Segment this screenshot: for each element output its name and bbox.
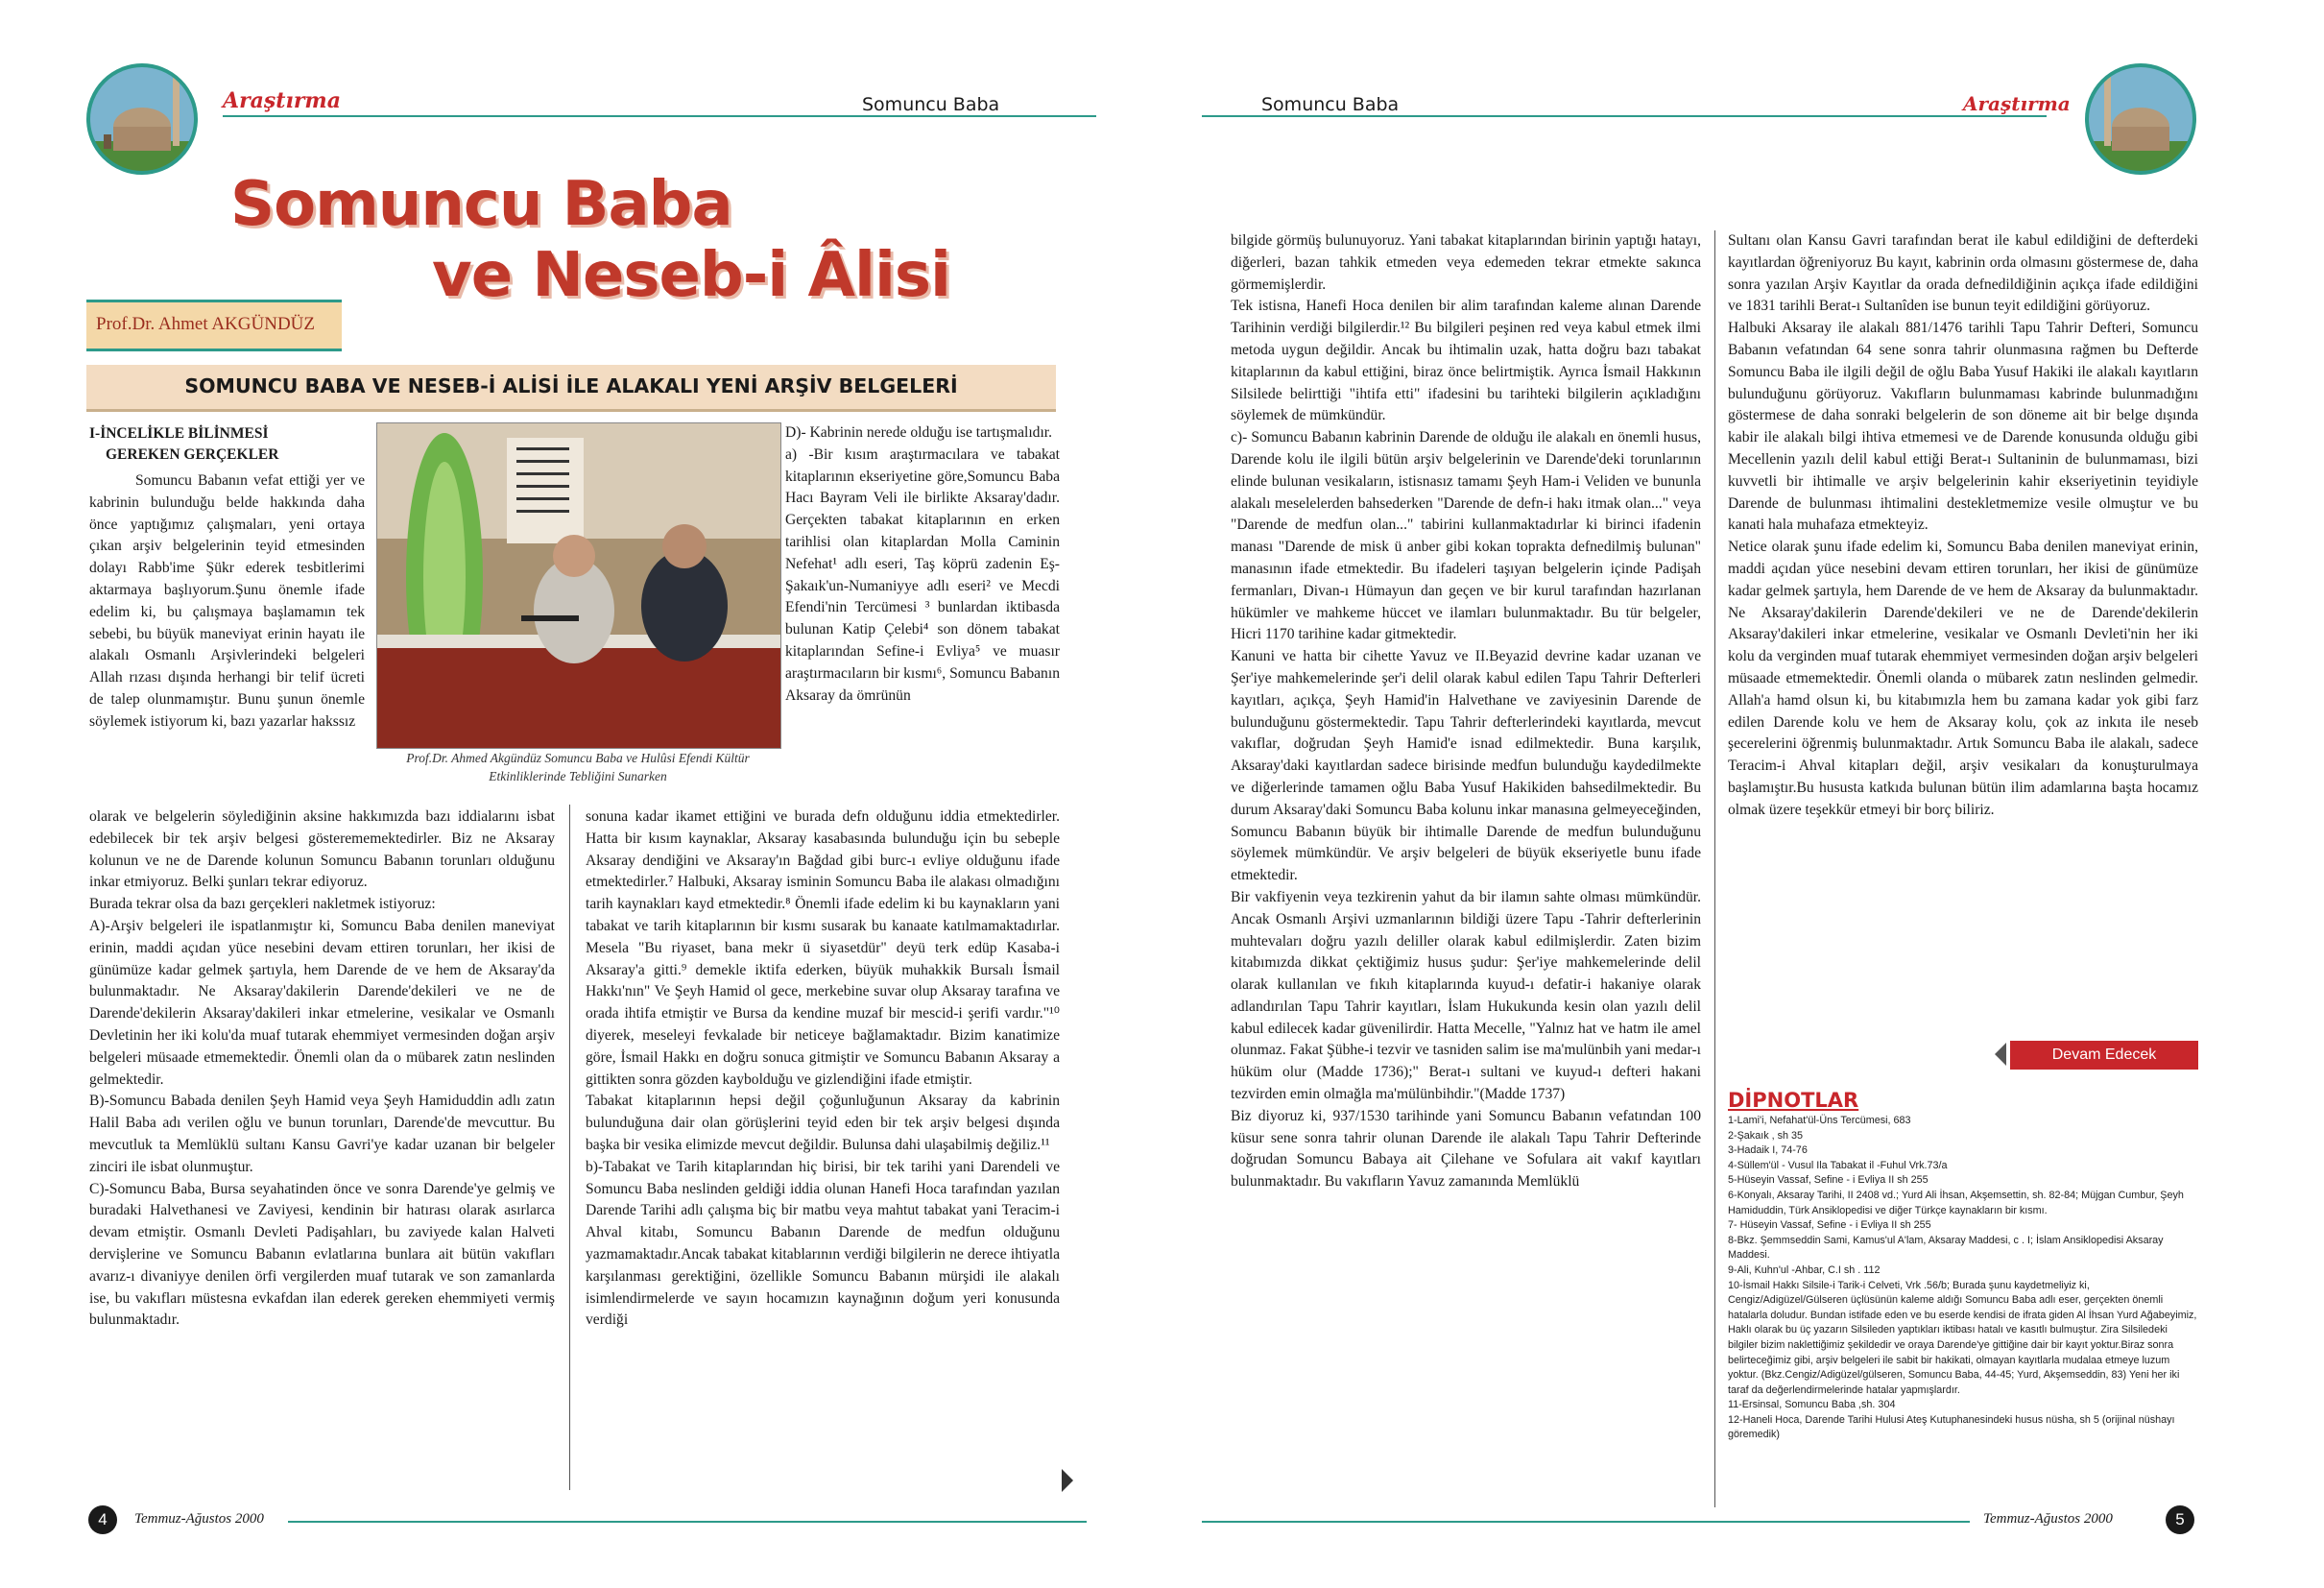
footnote: 2-Şakaık , sh 35 xyxy=(1728,1129,1804,1142)
footnote: 11-Ersinsal, Somuncu Baba ,sh. 304 xyxy=(1728,1399,1896,1411)
col1-text-bottom: olarak ve belgelerin söylediğinin aksine hakkımızda bazı iddialarını isbat edebilecek bir tek arşiv belgesi gösterememektedirler. Biz ne Aksaray kolunun ve ne de Darende kolunun Somuncu Babanın torunları olduğunu inkar etmiyoruz. Belki şunları tekrar ediyoruz. Burada tekrar olsa da bazı gerçekleri nakletmek istiyoruz: A)-Arşiv belgeleri ile ispatlanmıştır ki, Somuncu Baba denilen maneviyat erinin, maddi açıdan yüce nesebini devam ettiren torunları, her ikisi de günümüze kadar gelmek şartıyla, hem Darende de ve hem de Aksaray'da bulunmaktadır. Ne Aksaray'dakilerin Darende'dekileri ve ne de Darende'dekilerin Aksaray'dakileri inkar etmelerine, vesikalar ve Osmanlı Devletinin her iki kolu'da muaf tutarak ehemmiyet vermesinden doğan arşiv belgeleri müsaade etmemektedir. Önemli olan da o mübarek zatın neslinden gelmektedir. B)-Somuncu Babada denilen Şeyh Hamid veya Şeyh Hamiduddin adlı zatın Halil Baba adı verilen oğlu ve bunun torunları, Darende'de mevcuttur. Bu mevcutluk ta Memlüklü sultanı Kansu Gavri'ye kadar uzanan bir belgeler zinciri ile isbat olunmuştur. C)-Somuncu Baba, Bursa seyahatinden önce ve sonra Darende'ye gelmiş ve buradaki Halvethanesi ve Zaviyesi, kendinin bir hatırası olarak asırlarca devam etmiştir. Osmanlı Devleti Padişahları, bu zaviyede kalan Halveti dervişlerine ve Somuncu Babanın evlatlarına bunlara ait bütün vakıfları avarız-ı divaniyye denilen örfi vergilerden muaf tutarak ve son zamanlarda ise, bu vakıfları müstesna evkafdan ilan ederek gereken ehemmiyeti vermiş bulunmaktadır. xyxy=(89,808,555,1329)
continue-badge: Devam Edecek xyxy=(2010,1041,2198,1070)
mosque-emblem-right xyxy=(2064,60,2208,175)
col1-text-top: Somuncu Babanın vefat ettiği yer ve kabrinin bulunduğu belde hakkında daha önce yaptığımız çalışmaları, yeni ortaya çıkan arşiv belgelerinin teyid etmesinden dolayı Rabb'ime Şükr ederek tesbitlerimi aktarmaya başlıyorum.Şunu önemle ifade edelim ki, bu çalışmaya başlamamın tek sebebi, bu büyük maneviyat erinin hayatı ile alakalı Osmanlı Arşivlerindeki belgeleri Allah rızası dışında herhangi bir telif ücreti de talep olunmamıştır. Bunu şunun önemle söylemek istiyorum ki, bazı yazarlar hakssız xyxy=(89,472,365,730)
col2-text-top: D)- Kabrinin nerede olduğu ise tartışmalıdır. a) -Bir kısım araştırmacılara ve tabakat kitaplarının ekseriyetine göre,Somuncu Baba Hacı Bayram Veli ile birlikte Aksaray'dadır. Gerçekten tabakat kitaplarının en erken tarihlisi olan kitaplardan Molla Caminin Nefehat¹ adlı eseri, Taş köprü zadenin Eş-Şakaık'un-Numaniyye adlı eseri² ve Mecdi Efendi'nin Tercümesi ³ bunlardan iktibasda bulunan Katip Çelebi⁴ son dönem tabakat kitaplarından Sefine-i Evliya⁵ ve muasır araştırmacıların bir kısmı⁶, Somuncu Babanın Aksaray da ömrünün xyxy=(785,424,1060,704)
author-box xyxy=(86,300,342,351)
footer-rule-right xyxy=(1202,1521,1970,1523)
running-header: Somuncu Baba xyxy=(862,94,1000,115)
footnote: 8-Bkz. Şemmseddin Sami, Kamus'ul A'lam, Aksaray Maddesi, c . I; İslam Ansiklopedisi Aksaray Maddesi. xyxy=(1728,1234,2164,1262)
subhead-line2: GEREKEN GERÇEKLER xyxy=(106,446,279,463)
footnote: 9-Ali, Kuhn'ul -Ahbar, C.I sh . 112 xyxy=(1728,1263,1881,1276)
footnotes-list xyxy=(1728,1114,2198,1488)
footnote: 6-Konyalı, Aksaray Tarihi, II 2408 vd.; Yurd Ali İhsan, Akşemsettin, sh. 82-84; Müjgan Cumbur, Şeyh Hamiduddin, Türk Ansiklopedisi ve diğer Türkçe kaynakların bir kısmı. xyxy=(1728,1189,2184,1216)
issue-date-right: Temmuz-Ağustos 2000 xyxy=(1983,1511,2113,1527)
footnote: 4-Süllem'ül - Vusul Ila Tabakat il -Fuhul Vrk.73/a xyxy=(1728,1159,1948,1171)
page-number-right: 5 xyxy=(2166,1505,2194,1534)
footnote: 3-Hadaik I, 74-76 xyxy=(1728,1144,1808,1157)
header-rule-right xyxy=(1202,115,2047,117)
subhead-line1: I-İNCELİKLE BİLİNMESİ xyxy=(89,425,269,442)
header-rule xyxy=(223,115,1096,117)
author-name: Prof.Dr. Ahmet AKGÜNDÜZ xyxy=(96,314,315,334)
article-title-line2: ve Neseb-i Âlisi xyxy=(432,240,950,311)
footnote: 12-Haneli Hoca, Darende Tarihi Hulusi Ateş Kutuphanesindeki husus nüsha, sh 5 (orijinal nüshayı göremedik) xyxy=(1728,1413,2175,1441)
brand-label-right: Araştırma xyxy=(1963,92,2071,115)
footnote: 7- Hüseyin Vassaf, Sefine - i Evliya II sh 255 xyxy=(1728,1219,1931,1232)
footnote: 1-Lami'i, Nefahat'ül-Üns Tercümesi, 683 xyxy=(1728,1115,1911,1126)
page-number: 4 xyxy=(88,1505,117,1534)
continue-arrow-icon xyxy=(1062,1469,1073,1492)
col2-text-bottom: sonuna kadar ikamet ettiğini ve burada defn olduğunu iddia etmektedirler. Hatta bir kısım kaynaklar, Aksaray kasabasında bulunduğu için bu sebeple Aksaray dendiğini ve Aksaray'ın Bağdad gibi burc-ı evliye olduğunu ifade etmektedirler.⁷ Halbuki, Aksaray isminin Somuncu Baba ile alakası olmadığını tarih kaynakları kayd etmektedir.⁸ Önemli ifade edelim ki bu kaynakların yani tabakat ve tarih kitaplarının bir kısmı susarak bu kanaate katılmamaktadırlar. Mesela "Bu riyaset, bana mekr ü siyasetdür" deyü terk edüp Kasaba-i Aksaray'a gitti.⁹ demekle iktifa ederken, büyük muhakkik Bursalı İsmail Hakkı'nın" Ve Şeyh Hamid ol gece, merkebine suvar olup Aksaray tarafına ve orada ihtifa etmiştir ve Bursa da kendine muzaf bir mescid-i şerifi vardır."¹⁰ diyerek, meseleyi fevkalade bir neticeye bağlamaktadır. Bizim kanatimize göre, İsmail Hakkı en doğru sonuca gitmiştir ve Somuncu Babanın Aksaray a gittikten sonra gözden kaybolduğu ve gizlendiğini ifade etmiştir. Tabakat kitaplarının hepsi değil çoğunluğunun Aksaray da kabrinin bulunduğuna dair olan görüşlerini teyid eden bir tek arşiv belgesi dışında başka bir vesika elimizde mevcut değildir. Bulunsa dahi ulaşabilmiş değiliz.¹¹ b)-Tabakat ve Tarih kitaplarından hiç birisi, bir tek tarihi yani Darendeli ve Somuncu Baba neslinden geldiği iddia olunan Hanefi Hoca tarafından yazılan Darende Tarihi adlı çalışma biç bir matbu veya mahtut tabakat yani Teracim-i Ahval kitabı, Somuncu Babanın Darende de medfun olduğunu yazmamaktadır.Ancak tabakat kitablarının verdiği bilgilerin ne derece ihtiyatla karşılanması gerektiğini, özellikle Somuncu Babanın mürşidi ile alakalı isimlendirmelerde ve sayın hocamızın kaynağının doğum yeri konusunda verdiği xyxy=(586,808,1060,1329)
column-divider xyxy=(569,805,570,1490)
continue-left-arrow-icon xyxy=(1995,1043,2006,1066)
issue-date: Temmuz-Ağustos 2000 xyxy=(134,1511,264,1527)
running-header-right: Somuncu Baba xyxy=(1261,94,1400,115)
column-divider-right xyxy=(1714,230,1715,1507)
article-title-line1: Somuncu Baba xyxy=(230,169,732,240)
footnotes-title: DİPNOTLAR xyxy=(1728,1089,1859,1112)
banner-text: SOMUNCU BABA VE NESEB-İ ALİSİ İLE ALAKALI YENİ ARŞİV BELGELERİ xyxy=(184,374,958,397)
col4-text: Sultanı olan Kansu Gavri tarafından berat ile kabul edildiğini de defterdeki kayıtlardan öğreniyoruz Bu kayıt, kabrinin orda olmasını göstermese de, daha sonra yazılan Arşiv Kayıtlar da orada defnedildiğinin açıkça ifade edildiğini ve 1831 tarihli Berat-ı Sultanîden ise bunun teyit edildiğini görüyoruz. Halbuki Aksaray ile alakalı 881/1476 tarihli Tapu Tahrir Defteri, Somuncu Babanın vefatından 64 sene sonra tahrir olunmasına rağmen bu Defterde Somuncu Baba ile ilgili değil de oğlu Baba Yusuf Hakiki ile alakalı kayıtların bulunduğunu görüyoruz. Vakıfların bulunmaması kabrinde bulunmadığını göstermese de daha sonraki belgelerin de son döneme ait bir belge dışında kabir ile alakalı bilgi ihtiva etmemesi ve de Darende konusunda olduğu gibi Mecellenin yazılı delil kabul ettiği Berat-ı Sultaninin de bulunmaması, bizi kuvvetli bir ihtimalle ve arşiv belgelerinin kahir ekseriyetinin teyidiyle Darende de bulunması ihtimalini destekletmemize vesile olmuştur ve bu kanati hala muhafaza etmekteyiz. Netice olarak şunu ifade edelim ki, Somuncu Baba denilen maneviyat erinin, maddi açıdan yüce nesebini devam ettiren torunları, her ikisi de günümüze kadar gelmek şartıyla, hem Darende de ve hem de Aksaray da bulunmaktadır. Ne Aksaray'dakilerin Darende'dekileri ve ne de Darende'dekilerin Aksaray'dakileri inkar etmelerine, vesikalar ve Osmanlı Devleti'nin her iki kolu da verginden muaf tutarak ehemmiyet vermesinden doğan arşiv belgeleri müsaade etmemektedir. Önemli olanda o mübarek zatın neslinden gelmedir. Allah'a hamd olsun ki, bu kitabımızla hem bu zamana kadar yok gibi farz edilen Darende kolu ve hem de Aksaray kolu, çok az inkıta ile neseb şecerelerini öğrenmiş bulunmaktadır. Artık Somuncu Baba ile alakalı, sadece Teracim-i Ahval kitapları değil, arşiv vesikaları da konuşturulmaya başlamıştır.Bu hususta katkıda bulunan bütün ilim adamlarına başta hocamız olmak üzere teşekkür etmeyi bir borç biliriz. xyxy=(1728,232,2198,818)
mosque-emblem xyxy=(84,60,228,175)
speaker-photo xyxy=(376,422,781,749)
footnote: 10-İsmail Hakkı Silsile-i Tarik-i Celveti, Vrk .56/b; Burada şunu kaydetmeliyiz ki, Cengiz/Adigüzel/Gülseren üçlüsünün kaleme aldığı Somuncu Baba adlı eser, gerçekten önemli hatalarla doludur. Bundan istifade eden ve bu eserde kendisi de ifrata giden Al İhsan Yurd Ağabeyimiz, Haklı olarak bu üç yazarın Silsileden yaptıkları iktibası hatalı ve kasıtlı bulmuştur. Zira Silsiledeki bilgiler bizim naklettiğimiz şekildedir ve oraya Darende'ye gittiğine dair bir kayıt yoktur.Biraz sonra belirteceğimiz gibi, arşiv belgeleri ile sabit bir hakikati, olmayan kayıtlarla mudalaa etmeye luzum yoktur. (Bkz.Cengiz/Adigüzel/gülseren, Somuncu Baba, 44-45; Yurd, Akşemseddin, 83) Yeni her iki taraf da değerlendirmelerinde hatalar yapmışlardır. xyxy=(1728,1279,2197,1396)
section-banner xyxy=(86,365,1056,412)
footnote: 5-Hüseyin Vassaf, Sefine - i Evliya II sh 255 xyxy=(1728,1174,1929,1187)
col3-text: bilgide görmüş bulunuyoruz. Yani tabakat kitaplarından birinin yaptığı hatayı, diğerleri, bazan tahkik etmeden veya edemeden tekrar etmekte sakınca görmemişlerdir. Tek istisna, Hanefi Hoca denilen bir alim tarafından kaleme alınan Darende Tarihinin verdiği bilgilerdir.¹² Bu bilgileri peşinen red veya kabul etmek ilmi metoda uygun değildir. Ancak bu ihtimalin uzak, hatta doğru bazı tabakat kitaplarının da kabul ettiğini, biraz önce belirtmiştik. Ayrıca İsmail Hakkının Silsilede belirttiği "ihtifa etti" ifadesini bu tarihteki bilgilerin açıkladığını söylemek de mümkündür. c)- Somuncu Babanın kabrinin Darende de olduğu ile alakalı en önemli husus, Darende kolu ile ilgili bütün arşiv belgelerinin ve Darende'deki torunlarının elinde bulunan vesikaların, istisnasız tamamı Şeyh Ham-i Veliden ve bununla alakalı meselelerden bahsederken "Darende de defn-i hakı itmak olan..." veya "Darende de medfun olan..." tabirini kullanmaktadırlar ki birinci ifadenin manası "Darende de misk ü anber gibi kokan toprakta defnedilmiş bulunan" manasının ifade etmektedir. Bu ifadeleri taşıyan belgelerin içinde Padişah fermanları, Divan-ı Hümayun dan geçen ve bir kurul tarafından hazırlanan hükümler ve mahkeme hüccet ve ilamları bulunmaktadır. Bu tür belgeler, Hicri 1170 tarihine kadar gitmektedir. Kanuni ve hatta bir cihette Yavuz ve II.Beyazid devrine kadar uzanan ve Şer'iye mahkemelerinde şer'i delil olarak kabul edilen Tapu Tahrir Defterleri kayıtları, açıkça, Şeyh Hamid'in Halvethane ve zaviyesinin Darende de bulunduğunu göstermektedir. Tapu Tahrir defterlerindeki kayıtlarda, mevcut vakıflar, doğrudan Şeyh Hamid'e isnad edilmektedir. Buna karşılık, Aksaray'daki kayıtlardan sadece birisinde medfun bulunduğu kaydedilmekte ve diğerlerinde tamamen oğlu Baba Yusuf Hakikiden bahsedilmektedir. Bu durum Aksaray'daki Somuncu Baba kolunu inkar manasına gelmeyeceğinden, Somuncu Babanın büyük bir ihtimalle Darende de medfun bulunduğunu söylemek mümkündür. Ve arşiv belgeleri de büyük ekseriyetle bunu ifade etmektedir. Bir vakfiyenin veya tezkirenin yahut da bir ilamın sahte olması mümkündür. Ancak Osmanlı Arşivi uzmanlarının bildiği üzere Tapu -Tahrir defterlerinin muhtevaları doğru yazılı deliller olarak kabul edilmişlerdir. Zaten bizim kitabımızda dikkat çektiğimiz husus şudur: Şer'iye mahkemelerinde delil olarak kullanılan ve fıkıh kitaplarında kuyud-ı defatir-i hakaniye olarak adlandırılan Tapu Tahrir kayıtları, İslam Hukukunda kesin olan yazılı delil kabul edilecek kadar güvenilirdir. Hatta Mecelle, "Yalnız hat ve hatm ile amel olunmaz. Fakat Şübhe-i tezvir ve tasniden salim ise ma'mulünbih yani medar-ı hüküm olur (Madde 1736);" Berat-ı sultani ve kuyud-ı defteri hakani tezvirden emin olmağla ma'mülünbihdir."(Madde 1737) Biz diyoruz ki, 937/1530 tarihinde yani Somuncu Babanın vefatından 100 küsur sene sonra tahrir olunan Darende ile alakalı Tapu Tahrir Defterinde doğrudan Somuncu Babaya ait Çilehane ve Sofulara ait vakıf kayıtları bulunmaktadır. Bu vakıfların Yavuz zamanında Memlüklü xyxy=(1231,232,1701,1191)
footer-rule xyxy=(288,1521,1087,1523)
brand-label: Araştırma xyxy=(223,88,341,113)
photo-caption: Prof.Dr. Ahmed Akgündüz Somuncu Baba ve Hulûsi Efendi Kültür Etkinliklerinde Tebliğini Sunarken xyxy=(406,751,750,783)
